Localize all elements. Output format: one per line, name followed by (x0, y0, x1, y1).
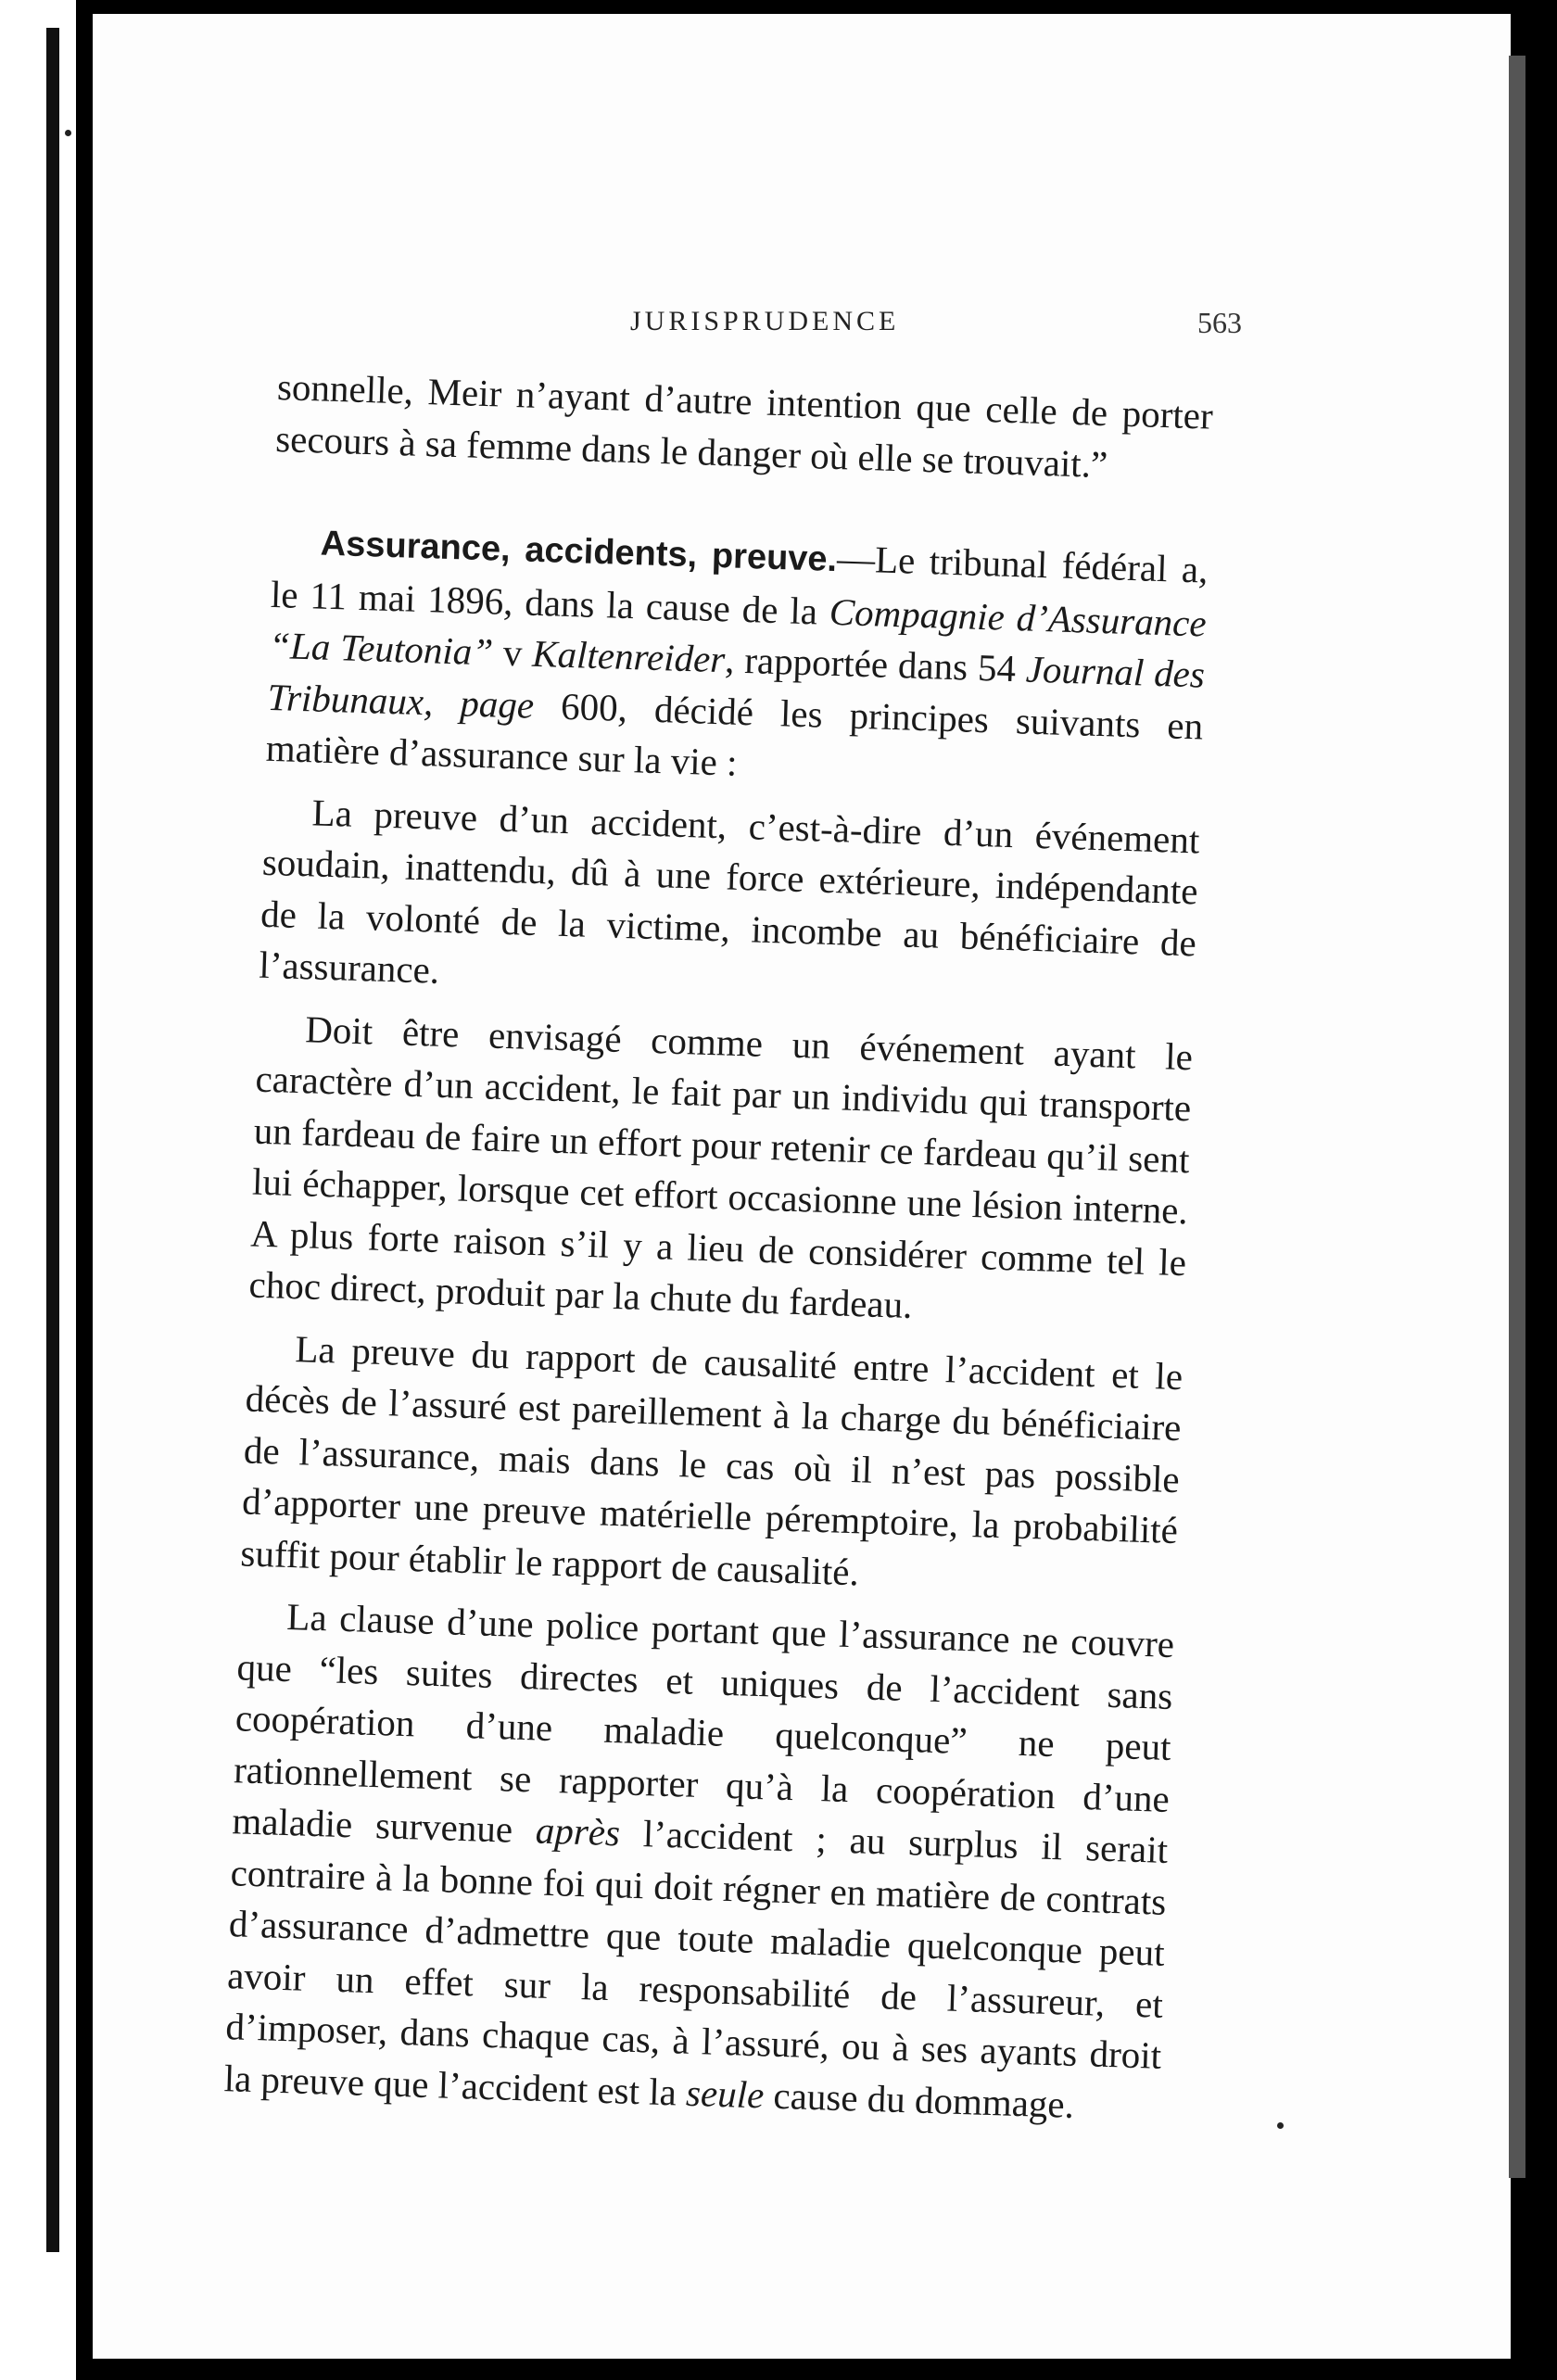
emphasis: après (535, 1808, 621, 1855)
case-name: Compagnie d’Assurance “La Teutonia” (268, 589, 1208, 674)
page-number: 563 (1197, 306, 1242, 339)
speck (1277, 2122, 1284, 2129)
left-page-edge (0, 0, 76, 2380)
paragraph-continuation: sonnelle, Meir n’ayant d’autre intention que celle de porter secours à sa femme dans le danger où elle se trouvait.” (274, 364, 1214, 486)
paragraph-principle-4 (223, 1589, 1175, 2133)
paragraph-principle-2: Doit être envisagé comme un événement ayant le caractère d’un accident, le fait par un individu qui transporte un fardeau de faire un effort pour retenir ce fardeau qu’il sent lui échapper, lorsque cet effort occasionne une lésion interne. A plus forte raison s’il y a lieu de considérer comme tel le choc direct, produit par la chute du fardeau. (247, 1006, 1194, 1326)
reporter-name: Journal des Tribunaux, page (266, 647, 1206, 727)
section-heading: Assurance, accidents, preuve. (320, 524, 838, 580)
emphasis: seule (685, 2070, 766, 2116)
body-text (223, 361, 1214, 2133)
text-run: , rapportée dans 54 (724, 638, 1027, 690)
text-run: 600, décidé les principes suivants en matière d’assurance sur la vie : (265, 683, 1204, 784)
running-head: JURISPRUDENCE (630, 306, 900, 336)
page-header (538, 306, 1242, 352)
speck (65, 130, 71, 136)
paragraph-principle-3: La preuve du rapport de causalité entre l’accident et le décès de l’assuré est pareillement à la charge du bénéficiaire de l’assurance, mais dans le cas où il n’est pas possible d’apporter une preuve matérielle péremptoire, la probabilité suffit pour établir le rapport de causalité. (239, 1326, 1184, 1593)
binding-edge (46, 28, 59, 2252)
text-run: l’accident ; au surplus il serait contraire à la bonne foi qui doit régner en matière de contrats d’assurance d’admettre que toute maladie quelconque peut avoir un effet sur la responsabilité de l’assureur, et d’imposer, dans chaque cas, à l’assuré, ou à ses ayants droit la preuve que l’accident est la (223, 1811, 1169, 2114)
text-run: —Le tribunal fédéral a, le 11 mai 1896, dans la cause de la (270, 537, 1209, 633)
page-edge-shadow (1509, 56, 1525, 2178)
paragraph-case-summary (265, 515, 1209, 804)
text-run: v (492, 630, 534, 675)
text-run: La clause d’une police portant que l’assurance ne couvre que “les suites directes et uniques de l’accident sans coopération d’une maladie quelconque” ne peut rationnellement se rapporter qu’à la coopération d’une maladie survenue (231, 1594, 1175, 1852)
text-run: cause du dommage. (763, 2072, 1075, 2126)
paragraph-principle-1: La preuve d’un accident, c’est-à-dire d’un événement soudain, inattendu, dû à une force extérieure, indépendante de la volonté de la victime, incombe au bénéficiaire de l’assurance. (258, 790, 1201, 992)
party-name: Kaltenreider (531, 631, 727, 681)
